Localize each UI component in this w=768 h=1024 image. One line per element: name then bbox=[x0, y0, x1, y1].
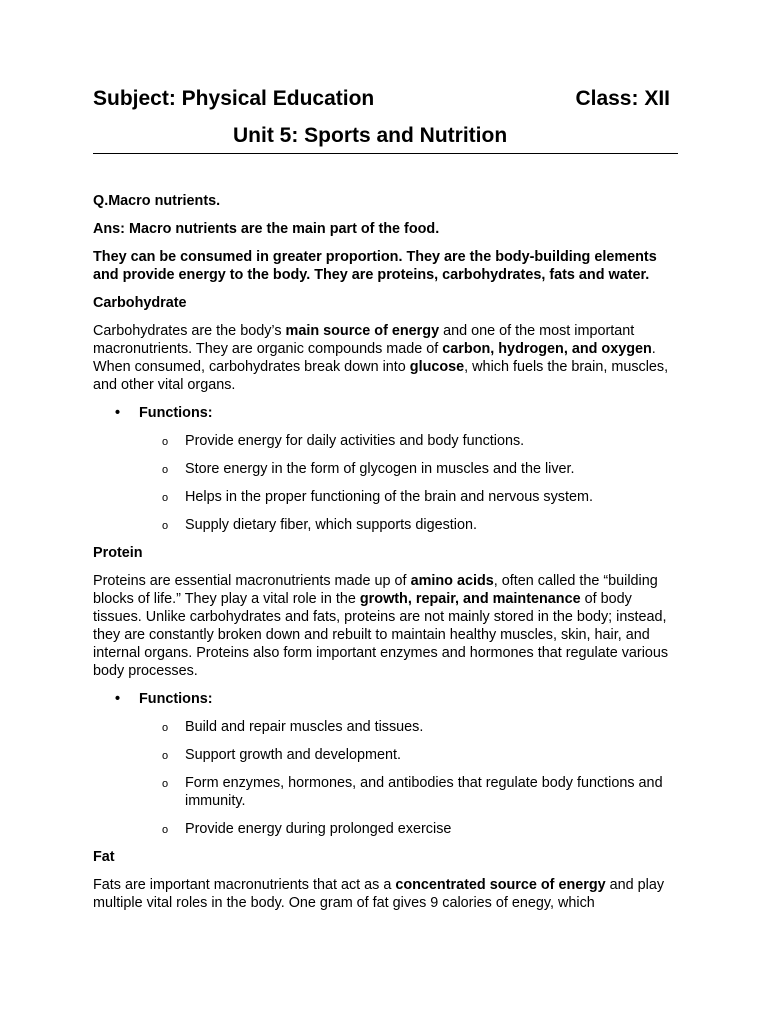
text-run: Fats are important macronutrients that act as a bbox=[93, 877, 396, 893]
list-item-text: Provide energy for daily activities and body functions. bbox=[185, 433, 525, 449]
answer: Ans: Macro nutrients are the main part of the food. bbox=[93, 221, 440, 237]
emphasis: glucose bbox=[409, 359, 465, 375]
list-item bbox=[93, 820, 683, 838]
text-run: and one of the most important macronutrients. They are organic compounds made of bbox=[93, 323, 635, 357]
bullet-icon: • bbox=[115, 691, 121, 707]
protein-paragraph bbox=[93, 572, 683, 680]
text-run: , often called the “building blocks of life.” They play a vital role in the bbox=[93, 573, 658, 607]
subject-title: Subject: Physical Education bbox=[93, 87, 375, 110]
list-item bbox=[93, 488, 683, 506]
circle-bullet-icon: o bbox=[162, 520, 169, 532]
functions-label bbox=[93, 690, 683, 708]
circle-bullet-icon: o bbox=[162, 464, 169, 476]
list-item-text: Store energy in the form of glycogen in muscles and the liver. bbox=[185, 461, 575, 477]
circle-bullet-icon: o bbox=[162, 722, 169, 734]
circle-bullet-icon: o bbox=[162, 436, 169, 448]
emphasis: amino acids bbox=[410, 573, 494, 589]
carbohydrate-functions-list bbox=[93, 432, 683, 534]
carbohydrate-paragraph bbox=[93, 322, 683, 394]
text-run: . When consumed, carbohydrates break down into bbox=[93, 341, 656, 375]
list-item-text: Helps in the proper functioning of the brain and nervous system. bbox=[185, 489, 593, 505]
text-run: of body tissues. Unlike carbohydrates and fats, proteins are not mainly stored in the body; instead, they are constantly broken down and rebuilt to maintain healthy muscles, skin, hair, and internal organs. Proteins also form important enzymes and hormones that regulate various body processes. bbox=[93, 591, 669, 679]
bullet-icon: • bbox=[115, 405, 121, 421]
list-item bbox=[93, 774, 683, 810]
emphasis: main source of energy bbox=[285, 323, 440, 339]
circle-bullet-icon: o bbox=[162, 824, 169, 836]
text-run: and play multiple vital roles in the body. One gram of fat gives 9 calories of enegy, which bbox=[93, 877, 665, 911]
circle-bullet-icon: o bbox=[162, 778, 169, 790]
question: Q.Macro nutrients. bbox=[93, 193, 221, 209]
circle-bullet-icon: o bbox=[162, 492, 169, 504]
class-label: Class: XII bbox=[575, 87, 670, 110]
functions-label-text: Functions: bbox=[139, 405, 213, 421]
intro-paragraph: They can be consumed in greater proportion. They are the body-building elements and provide energy to the body. They are proteins, carbohydrates, fats and water. bbox=[93, 249, 657, 283]
list-item bbox=[93, 718, 683, 736]
header-divider bbox=[93, 153, 678, 154]
document-body bbox=[93, 192, 683, 922]
emphasis: carbon, hydrogen, and oxygen bbox=[442, 341, 652, 357]
text-run: Carbohydrates are the body’s bbox=[93, 323, 286, 339]
emphasis: concentrated source of energy bbox=[395, 877, 606, 893]
list-item-text: Supply dietary fiber, which supports digestion. bbox=[185, 517, 477, 533]
section-heading-fat: Fat bbox=[93, 849, 115, 865]
text-run: Proteins are essential macronutrients made up of bbox=[93, 573, 411, 589]
section-heading-protein: Protein bbox=[93, 545, 143, 561]
circle-bullet-icon: o bbox=[162, 750, 169, 762]
list-item-text: Build and repair muscles and tissues. bbox=[185, 719, 424, 735]
protein-functions-list bbox=[93, 718, 683, 838]
list-item bbox=[93, 432, 683, 450]
text-run: , which fuels the brain, muscles, and other vital organs. bbox=[93, 359, 669, 393]
list-item-text: Provide energy during prolonged exercise bbox=[185, 821, 452, 837]
unit-title: Unit 5: Sports and Nutrition bbox=[233, 124, 508, 147]
document-header bbox=[93, 87, 670, 115]
list-item-text: Form enzymes, hormones, and antibodies that regulate body functions and immunity. bbox=[185, 775, 663, 809]
list-item bbox=[93, 746, 683, 764]
functions-label bbox=[93, 404, 683, 422]
list-item bbox=[93, 460, 683, 478]
functions-label-text: Functions: bbox=[139, 691, 213, 707]
list-item bbox=[93, 516, 683, 534]
fat-paragraph bbox=[93, 876, 683, 912]
list-item-text: Support growth and development. bbox=[185, 747, 402, 763]
section-heading-carbohydrate: Carbohydrate bbox=[93, 295, 187, 311]
emphasis: growth, repair, and maintenance bbox=[359, 591, 581, 607]
